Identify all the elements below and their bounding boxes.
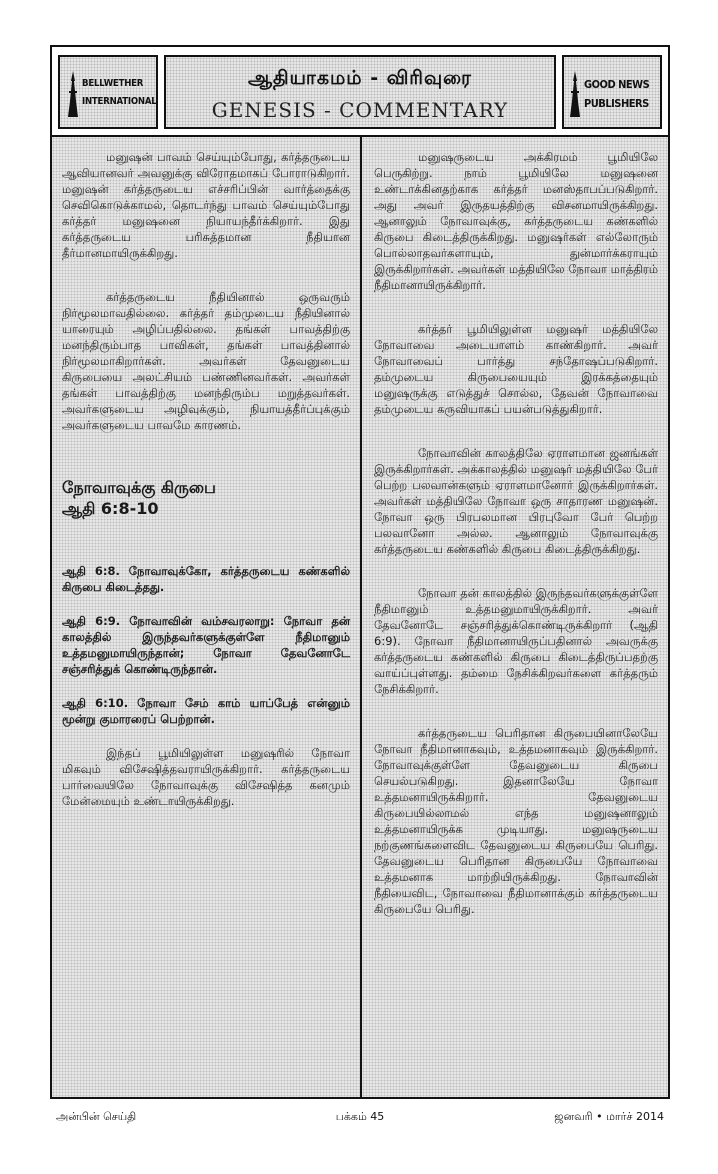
page-header (52, 47, 668, 137)
title-box (164, 55, 556, 129)
bellwether-logo (58, 55, 158, 129)
right-paragraph-4: நோவா தன் காலத்தில் இருந்தவர்களுக்குள்ளே நீதிமானும் உத்தமனுமாயிருக்கிறார். அவர் தேவனோடே சஞ்சரித்துக்கொண்டிருக்கிறார் (ஆதி 6:9). நோவா நீதிமானாயிருப்பதினால் அவருக்கு கர்த்தருடைய கண்களில் கிருபை கிடைத்திருப்பதற்கு வாய்ப்புள்ளது. தம்மை நேசிக்கிறவர்களை கர்த்தரும் நேசிக்கிறார். (374, 586, 658, 696)
verse-6-9: ஆதி 6:9. நோவாவின் வம்சவரலாறு: நோவா தன் காலத்தில் இருந்தவர்களுக்குள்ளே நீதிமானும் உத்தமனுமாயிருந்தான்; நோவா தேவனோடே சஞ்சரித்துக் கொண்டிருந்தான். (62, 614, 350, 676)
good-news-logo (562, 55, 662, 129)
tower-icon (68, 71, 78, 117)
logo-right-line1: GOOD NEWS (584, 78, 650, 91)
right-paragraph-5: கர்த்தருடைய பெரிதான கிருபையினாலேயே நோவா நீதிமானாகவும், உத்தமனாகவும் இருக்கிறார். நோவாவுக்குள்ளே தேவனுடைய கிருபை செயல்படுகிறது. இதனாலேயே நோவா உத்தமனாயிருக்கிறார். தேவனுடைய கிருபையில்லாமல் எந்த மனுஷனாலும் உத்தமனாயிருக்க முடியாது. மனுஷருடைய நற்குணங்களைவிட தேவனுடைய கிருபையே பெரிது. தேவனுடைய பெரிதான கிருபையே நோவாவை உத்தமனாக மாற்றியிருக்கிறது. நோவாவின் நீதியைவிட, நோவாவை நீதிமானாக்கும் கர்த்தருடைய கிருபையே பெரிது. (374, 726, 658, 916)
section-reference: ஆதி 6:8-10 (62, 499, 159, 518)
verse-6-10: ஆதி 6:10. நோவா சேம் காம் யாப்பேத் என்னும் மூன்று குமாரரைப் பெற்றான். (62, 696, 350, 726)
footer-magazine-name: அன்பின் செய்தி (56, 1110, 137, 1123)
title-tamil: ஆதியாகமம் - விரிவுரை (248, 67, 472, 89)
logo-left-line1: BELLWETHER (82, 78, 144, 89)
left-paragraph-2: கர்த்தருடைய நீதியினால் ஒருவரும் நிர்மூலமாவதில்லை. கர்த்தர் தம்முடைய நீதியினால் யாரையும் அழிப்பதில்லை. தங்கள் பாவத்திற்கு மனந்திரும்பாத பாவிகள், தங்கள் பாவத்தினால் நிர்மூலமாகிறார்கள். அவர்கள் தேவனுடைய கிருபையை அலட்சியம் பண்ணினவர்கள். அவர்கள் தங்கள் பாவத்திற்கு மனந்திரும்ப மறுத்தவர்கள். அவர்களுடைய அழிவுக்கும், நியாயத்தீர்ப்புக்கும் அவர்களுடைய பாவமே காரணம். (62, 290, 350, 432)
logo-left-line2: INTERNATIONAL (82, 96, 157, 107)
page-footer (50, 1110, 670, 1130)
tower-icon (570, 71, 580, 117)
right-paragraph-2: கர்த்தர் பூமியிலுள்ள மனுஷர் மத்தியிலே நோவாவை அடையாளம் காண்கிறார். அவர் நோவாவைப் பார்த்து சந்தோஷப்படுகிறார். தம்முடைய கிருபையையும் இரக்கத்தையும் மனுஷருக்கு எடுத்துச் சொல்ல, தேவன் நோவாவை தம்முடைய கருவியாகப் பயன்படுத்துகிறார். (374, 322, 658, 416)
footer-issue-date: ஜனவரி • மார்ச் 2014 (554, 1110, 664, 1123)
logo-right-line2: PUBLISHERS (584, 97, 649, 110)
verse-6-8: ஆதி 6:8. நோவாவுக்கோ, கர்த்தருடைய கண்களில் கிருபை கிடைத்தது. (62, 564, 350, 594)
right-paragraph-1: மனுஷருடைய அக்கிரமம் பூமியிலே பெருகிற்று. நாம் பூமியிலே மனுஷனை உண்டாக்கினதற்காக கர்த்தர் மனஸ்தாபப்படுகிறார். அது அவர் இருதயத்திற்கு விசனமாயிருக்கிறது. ஆனாலும் நோவாவுக்கு, கர்த்தருடைய கண்களில் கிருபை கிடைத்திருக்கிறது. மனுஷர்கள் எல்லோரும் பொல்லாதவர்களாயும், துன்மார்க்கராயும் இருக்கிறார்கள். அவர்கள் மத்தியிலே நோவா மாத்திரம் நீதிமானாயிருக்கிறார். (374, 150, 658, 292)
bellwether-logo-text (82, 75, 157, 111)
left-paragraph-3: இந்தப் பூமியிலுள்ள மனுஷரில் நோவா மிகவும் விசேஷித்தவராயிருக்கிறார். கர்த்தருடைய பார்வையிலே நோவாவுக்கு விசேஷித்த கனமும் மேன்மையும் உண்டாயிருக்கிறது. (62, 746, 350, 808)
left-paragraph-1: மனுஷன் பாவம் செய்யும்போது, கர்த்தருடைய ஆவியானவர் அவனுக்கு விரோதமாகப் போராடுகிறார். மனுஷன் கர்த்தருடைய எச்சரிப்பின் வார்த்தைக்கு செவிகொடுக்காமல், தொடர்ந்து பாவம் செய்யும்போது கர்த்தர் மனுஷனை நியாயந்தீர்க்கிறார். இது கர்த்தருடைய பரிசுத்தமான நீதியான தீர்மானமாயிருக்கிறது. (62, 150, 350, 260)
right-column (362, 137, 668, 1097)
section-heading: நோவாவுக்கு கிருபை (62, 478, 216, 497)
title-english: GENESIS - COMMENTARY (211, 98, 509, 122)
left-column (52, 137, 362, 1097)
right-paragraph-3: நோவாவின் காலத்திலே ஏராளமான ஜனங்கள் இருக்கிறார்கள். அக்காலத்தில் மனுஷர் மத்தியிலே பேர் பெற்ற பலவான்களும் ஏராளமானோர் இருக்கிறார்கள். அவர்கள் மத்தியிலே நோவா ஒரு சாதாரண மனுஷன். நோவா ஒரு பிரபலமான பிரபுவோ பேர் பெற்ற பலவானோ அல்ல. ஆனாலும் நோவாவுக்கு கர்த்தருடைய கண்களில் கிருபை கிடைத்திருக்கிறது. (374, 446, 658, 556)
footer-page-number: பக்கம் 45 (335, 1110, 385, 1123)
article-frame (50, 45, 670, 1099)
good-news-logo-text (584, 75, 656, 113)
